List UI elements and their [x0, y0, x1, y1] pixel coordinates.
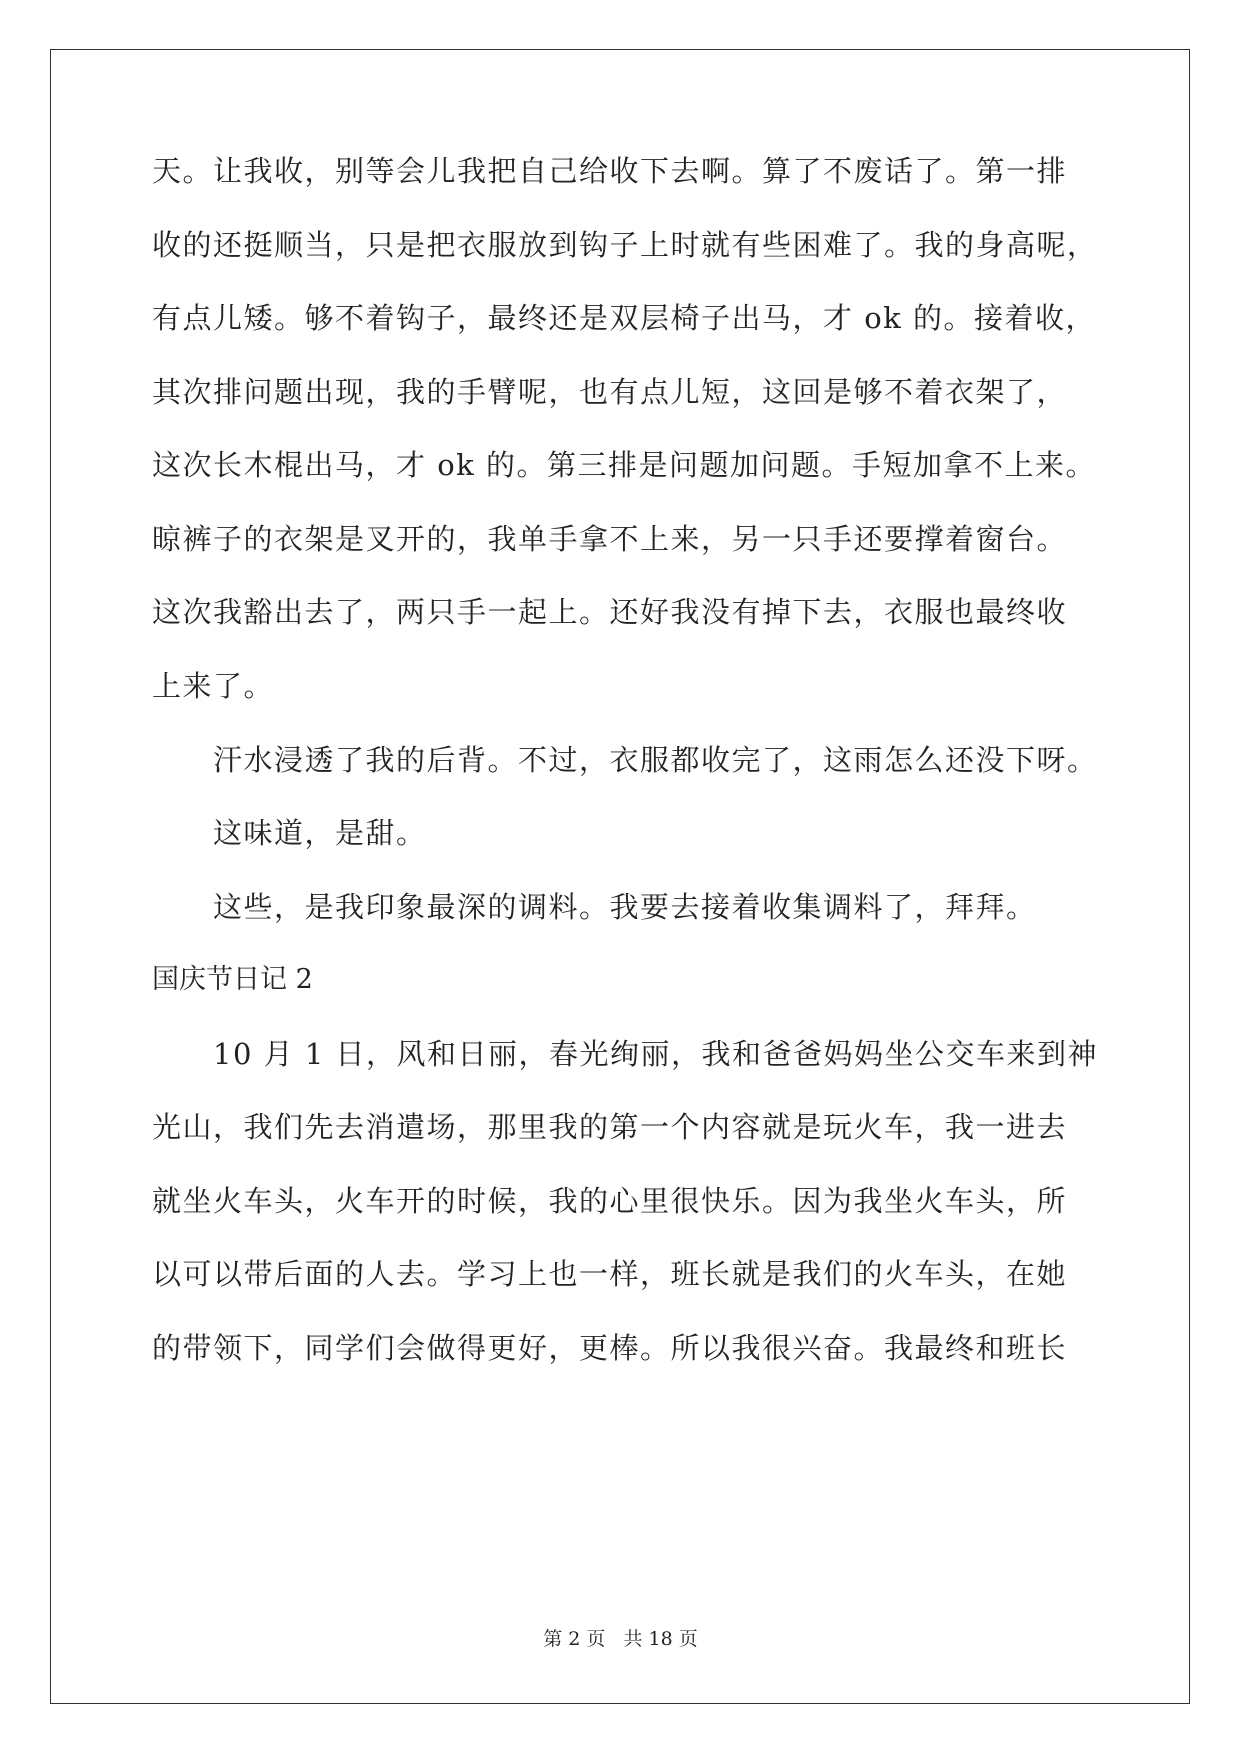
text-line: 10 月 1 日，风和日丽，春光绚丽，我和爸爸妈妈坐公交车来到神 [213, 1037, 1099, 1071]
text-line: 有点儿矮。够不着钩子，最终还是双层椅子出马，才 ok 的。接着收， [152, 301, 1096, 335]
text-line: 就坐火车头，火车开的时候，我的心里很快乐。因为我坐火车头，所 [152, 1184, 1068, 1218]
section-title: 国庆节日记 2 [152, 964, 313, 995]
paragraph-taste: 这味道，是甜。 [213, 816, 427, 850]
text-line: 以可以带后面的人去。学习上也一样，班长就是我们的火车头，在她 [152, 1257, 1068, 1291]
text-line: 其次排问题出现，我的手臂呢，也有点儿短，这回是够不着衣架了， [152, 375, 1068, 409]
text-line: 天。让我收，别等会儿我把自己给收下去啊。算了不废话了。第一排 [152, 154, 1068, 188]
paragraph-sweat: 汗水浸透了我的后背。不过，衣服都收完了，这雨怎么还没下呀。 [213, 743, 1098, 777]
text-line: 上来了。 [152, 669, 275, 703]
text-line: 晾裤子的衣架是叉开的，我单手拿不上来，另一只手还要撑着窗台。 [152, 522, 1068, 556]
text-line: 这次长木棍出马，才 ok 的。第三排是问题加问题。手短加拿不上来。 [152, 448, 1096, 482]
text-line: 的带领下，同学们会做得更好，更棒。所以我很兴奋。我最终和班长 [152, 1331, 1068, 1365]
paragraph-seasoning: 这些，是我印象最深的调料。我要去接着收集调料了，拜拜。 [213, 890, 1037, 924]
text-line: 光山，我们先去消遣场，那里我的第一个内容就是玩火车，我一进去 [152, 1110, 1068, 1144]
text-line: 这次我豁出去了，两只手一起上。还好我没有掉下去，衣服也最终收 [152, 595, 1068, 629]
page-number-footer: 第 2 页 共 18 页 [543, 1628, 698, 1650]
text-line: 收的还挺顺当，只是把衣服放到钩子上时就有些困难了。我的身高呢， [152, 228, 1098, 262]
